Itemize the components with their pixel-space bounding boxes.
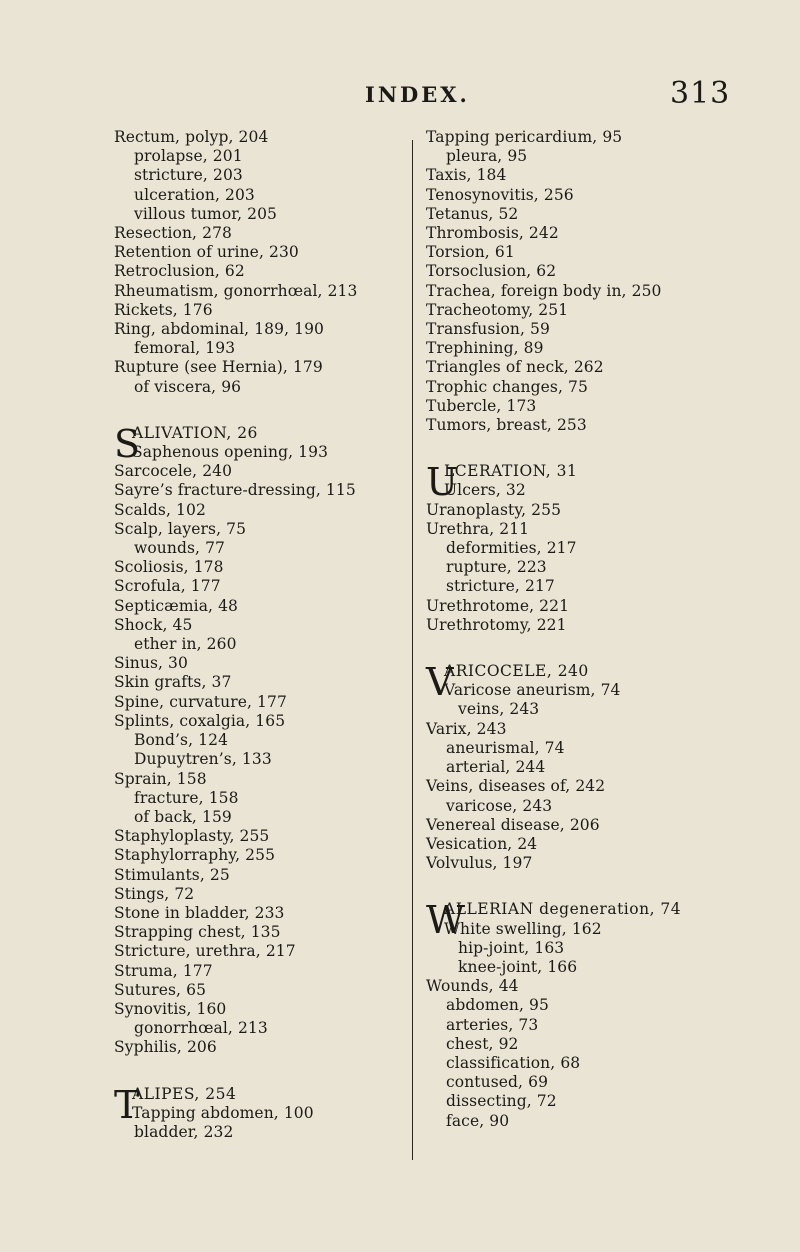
index-entry: Scoliosis, 178 — [114, 558, 224, 577]
index-entry: Tumors, breast, 253 — [426, 416, 587, 435]
index-entry: Taxis, 184 — [426, 166, 507, 185]
index-entry: Venereal disease, 206 — [426, 815, 600, 834]
index-entry: Tetanus, 52 — [426, 204, 519, 223]
page-number: 313 — [670, 76, 731, 111]
index-section — [426, 462, 786, 635]
index-subentry: veins, 243 — [458, 700, 540, 719]
index-entry: Splints, coxalgia, 165 — [114, 711, 286, 730]
index-subentry: bladder, 232 — [134, 1122, 234, 1141]
index-column-right — [426, 128, 786, 1158]
index-section — [114, 1082, 414, 1143]
entry-text: ALLERIAN degeneration, 74 — [444, 900, 682, 919]
index-entry: Tenosynovitis, 256 — [426, 185, 574, 204]
index-entry: Urethra, 211 — [426, 519, 530, 538]
index-entry: Rectum, polyp, 204 — [114, 128, 269, 146]
index-subentry: wounds, 77 — [134, 539, 226, 558]
index-entry: Sarcocele, 240 — [114, 462, 233, 481]
index-entry: Varicose aneurism, 74 — [444, 681, 621, 700]
index-entry: Uranoplasty, 255 — [426, 500, 562, 519]
index-entry: Varix, 243 — [426, 719, 507, 738]
index-entry: Retroclusion, 62 — [114, 262, 245, 281]
index-section — [114, 421, 414, 1058]
index-entry: Rickets, 176 — [114, 300, 213, 319]
index-entry: Scrofula, 177 — [114, 577, 221, 596]
index-entry: Volvulus, 197 — [426, 854, 533, 873]
index-subentry: ether in, 260 — [134, 635, 237, 654]
index-entry: Urethrotomy, 221 — [426, 615, 567, 634]
index-section — [114, 128, 414, 397]
index-entry: Rupture (see Hernia), 179 — [114, 358, 323, 377]
index-entry: Trophic changes, 75 — [426, 377, 588, 396]
index-entry: Stings, 72 — [114, 884, 195, 903]
index-subentry: femoral, 193 — [134, 339, 236, 358]
index-entry: Synovitis, 160 — [114, 999, 227, 1018]
index-entry: Spine, curvature, 177 — [114, 692, 287, 711]
index-subentry: villous tumor, 205 — [134, 204, 278, 223]
index-subentry: knee-joint, 166 — [458, 957, 578, 976]
index-entry: Retention of urine, 230 — [114, 243, 299, 262]
index-entry: Thrombosis, 242 — [426, 224, 559, 243]
index-entry: White swelling, 162 — [444, 919, 602, 938]
index-subentry: contused, 69 — [446, 1073, 549, 1092]
index-entry: Shock, 45 — [114, 615, 193, 634]
index-entry: Tapping pericardium, 95 — [426, 128, 623, 146]
index-entry: Staphyloplasty, 255 — [114, 827, 270, 846]
column-divider — [412, 140, 413, 1160]
index-entry: Stone in bladder, 233 — [114, 903, 285, 922]
index-entry: Stimulants, 25 — [114, 865, 230, 884]
index-entry: Vesication, 24 — [426, 834, 538, 853]
index-entry: Saphenous opening, 193 — [132, 443, 329, 462]
index-entry: Syphilis, 206 — [114, 1038, 217, 1057]
entry-text: LCERATION, 31 — [444, 462, 578, 481]
index-subentry: of viscera, 96 — [134, 377, 242, 396]
index-subentry: pleura, 95 — [446, 147, 528, 166]
index-entry: Sutures, 65 — [114, 980, 207, 999]
index-subentry: abdomen, 95 — [446, 996, 549, 1015]
index-entry: Tapping abdomen, 100 — [132, 1103, 314, 1122]
index-subentry: face, 90 — [446, 1111, 510, 1130]
index-entry: Tubercle, 173 — [426, 396, 537, 415]
entry-text: ALIVATION, 26 — [132, 423, 258, 442]
index-subentry: stricture, 203 — [134, 166, 243, 185]
index-entry: Sprain, 158 — [114, 769, 207, 788]
index-subentry: Dupuytren’s, 133 — [134, 750, 272, 769]
index-entry: Sayre’s fracture-dressing, 115 — [114, 481, 356, 500]
entry-text: ARICOCELE, 240 — [444, 662, 589, 681]
drop-cap-letter: W — [426, 898, 466, 943]
index-entry: Sinus, 30 — [114, 654, 188, 673]
index-entry: Struma, 177 — [114, 961, 213, 980]
index-entry: Tracheotomy, 251 — [426, 300, 569, 319]
index-section — [426, 128, 786, 435]
index-subentry: fracture, 158 — [134, 788, 239, 807]
index-subentry: chest, 92 — [446, 1034, 519, 1053]
index-entry: Triangles of neck, 262 — [426, 358, 604, 377]
index-entry: Trachea, foreign body in, 250 — [426, 281, 662, 300]
index-entry: Staphylorraphy, 255 — [114, 846, 276, 865]
index-entry: Skin grafts, 37 — [114, 673, 232, 692]
index-section — [426, 662, 786, 873]
index-entry: Stricture, urethra, 217 — [114, 942, 296, 961]
index-entry: Scalds, 102 — [114, 500, 206, 519]
index-entry: Ring, abdominal, 189, 190 — [114, 320, 325, 339]
index-entry: Transfusion, 59 — [426, 320, 550, 339]
entry-text: ALIPES, 254 — [132, 1084, 237, 1103]
index-entry: Resection, 278 — [114, 224, 232, 243]
index-subentry: stricture, 217 — [446, 577, 555, 596]
index-subentry: arterial, 244 — [446, 758, 546, 777]
index-subentry: Bond’s, 124 — [134, 731, 229, 750]
index-entry: Torsion, 61 — [426, 243, 515, 262]
index-section — [426, 900, 786, 1130]
index-entry: Urethrotome, 221 — [426, 596, 570, 615]
index-subentry: classification, 68 — [446, 1053, 581, 1072]
drop-cap-letter: T — [114, 1082, 140, 1127]
index-entry: Septicæmia, 48 — [114, 596, 239, 615]
drop-cap-letter: S — [114, 421, 141, 466]
index-entry: Veins, diseases of, 242 — [426, 777, 606, 796]
index-entry: Torsoclusion, 62 — [426, 262, 557, 281]
drop-cap-letter: V — [426, 660, 454, 705]
index-subentry: gonorrhœal, 213 — [134, 1019, 268, 1038]
index-subentry: dissecting, 72 — [446, 1092, 557, 1111]
index-entry: Rheumatism, gonorrhœal, 213 — [114, 281, 358, 300]
index-entry: Scalp, layers, 75 — [114, 519, 247, 538]
index-entry: Strapping chest, 135 — [114, 923, 281, 942]
index-subentry: hip-joint, 163 — [458, 938, 565, 957]
index-entry: Wounds, 44 — [426, 977, 519, 996]
drop-cap-letter: U — [426, 460, 459, 505]
index-subentry: rupture, 223 — [446, 558, 547, 577]
index-subentry: ulceration, 203 — [134, 185, 255, 204]
index-entry: Trephining, 89 — [426, 339, 544, 358]
index-column-left — [114, 128, 414, 1169]
index-subentry: aneurismal, 74 — [446, 738, 565, 757]
running-head: INDEX. — [365, 82, 470, 107]
index-subentry: arteries, 73 — [446, 1015, 539, 1034]
index-subentry: prolapse, 201 — [134, 147, 243, 166]
index-subentry: of back, 159 — [134, 807, 232, 826]
index-subentry: deformities, 217 — [446, 539, 577, 558]
index-entry: Ulcers, 32 — [444, 481, 526, 500]
index-subentry: varicose, 243 — [446, 796, 553, 815]
